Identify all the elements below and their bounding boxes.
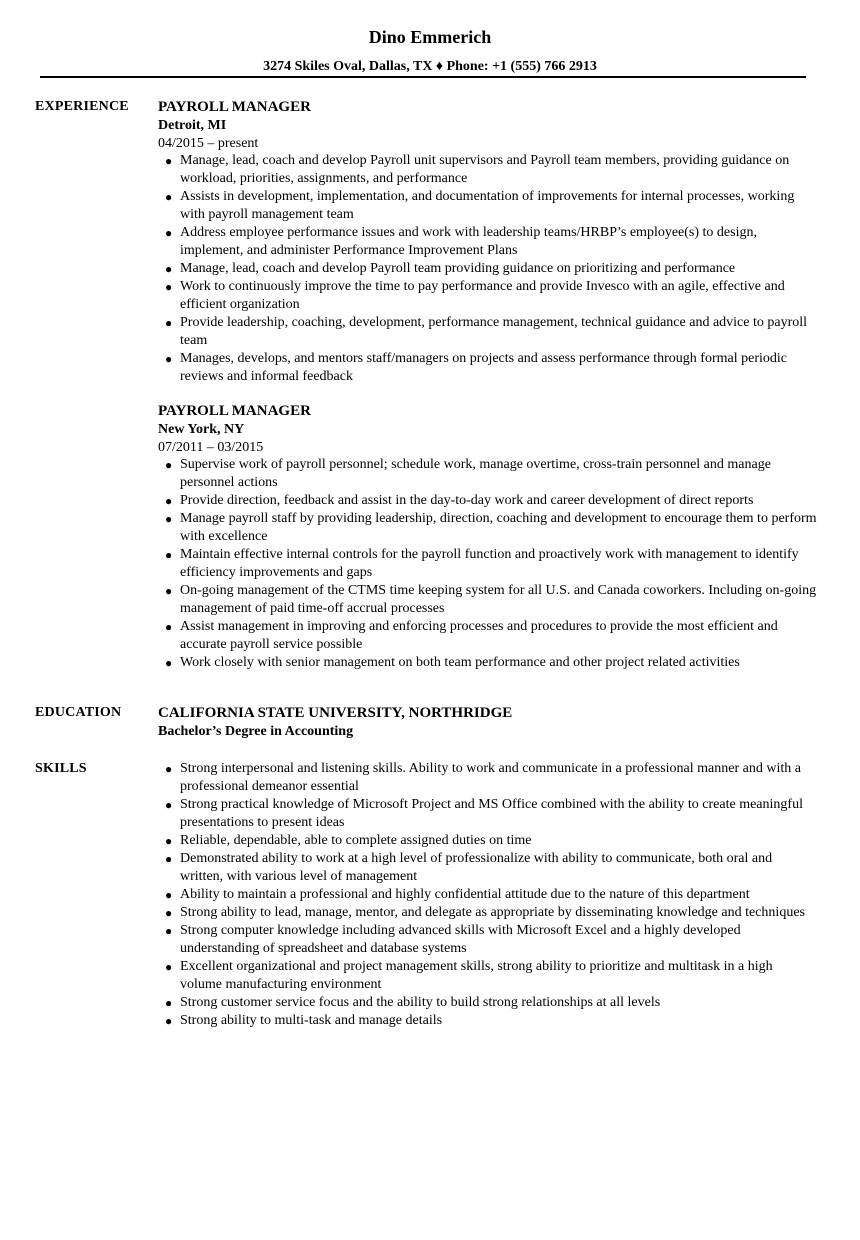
bullet-item: ● Assists in development, implementation, and documentation of improvements for internal processes, working with payroll management team	[165, 189, 795, 222]
job-location: Detroit, MI	[158, 118, 227, 133]
bullet-icon: ●	[165, 762, 173, 776]
bullet-icon: ●	[165, 656, 173, 670]
bullet-item: ● Work to continuously improve the time to pay performance and provide Invesco with an agile, effective and efficient organization	[165, 279, 785, 312]
skill-item: ● Demonstrated ability to work at a high level of professionalize with ability to communicate, both oral and written, with various level of management	[165, 851, 773, 884]
bullet-icon: ●	[165, 226, 173, 240]
bullet-item: ● Manage payroll staff by providing leadership, direction, coaching and development to encourage them to perform with excellence	[165, 511, 817, 544]
bullet-item: ● Manage, lead, coach and develop Payroll unit supervisors and Payroll team members, providing guidance on workload, priorities, assignments, and performance	[165, 153, 790, 186]
bullet-icon: ●	[165, 154, 173, 168]
bullet-icon: ●	[165, 458, 173, 472]
header-divider	[40, 76, 806, 78]
bullet-icon: ●	[165, 852, 173, 866]
bullet-icon: ●	[165, 888, 173, 902]
bullet-icon: ●	[165, 834, 173, 848]
bullet-item: ● Assist management in improving and enforcing processes and procedures to provide the most efficient and accurate payroll service possible	[165, 619, 778, 652]
job-entry	[158, 402, 818, 672]
skill-item: ● Strong practical knowledge of Microsoft Project and MS Office combined with the ability to create meaningful presentations to present ideas	[165, 797, 803, 830]
skill-item: ● Strong interpersonal and listening skills. Ability to work and communicate in a professional manner and with a professional demeanor essential	[165, 761, 801, 794]
section-label-skills: SKILLS	[35, 761, 87, 776]
degree: Bachelor’s Degree in Accounting	[158, 724, 354, 739]
skill-item: ● Reliable, dependable, able to complete assigned duties on time	[165, 833, 532, 848]
job-title: PAYROLL MANAGER	[158, 99, 311, 115]
skill-item: ● Strong customer service focus and the ability to build strong relationships at all levels	[165, 995, 661, 1010]
bullet-icon: ●	[165, 798, 173, 812]
contact-line: 3274 Skiles Oval, Dallas, TX ♦ Phone: +1 (555) 766 2913	[263, 59, 597, 74]
job-location: New York, NY	[158, 422, 245, 437]
skills-list	[158, 760, 818, 1030]
skills-content	[158, 760, 818, 1030]
bullet-item: ● Provide leadership, coaching, development, performance management, technical guidance and advice to payroll team	[165, 315, 808, 348]
bullet-item: ● Supervise work of payroll personnel; schedule work, manage overtime, cross-train personnel and manage personnel actions	[165, 457, 771, 490]
bullet-icon: ●	[165, 584, 173, 598]
skill-item: ● Strong ability to lead, manage, mentor, and delegate as appropriate by disseminating knowledge and techniques	[165, 905, 805, 920]
bullet-icon: ●	[165, 924, 173, 938]
bullet-icon: ●	[165, 352, 173, 366]
job-title: PAYROLL MANAGER	[158, 403, 311, 419]
bullet-item: ● Manages, develops, and mentors staff/managers on projects and assess performance through formal periodic reviews and informal feedback	[165, 351, 787, 384]
section-label-education: EDUCATION	[35, 705, 122, 720]
job-dates: 04/2015 – present	[158, 136, 259, 151]
candidate-name: Dino Emmerich	[368, 27, 492, 47]
bullet-icon: ●	[165, 1014, 173, 1028]
education-content	[158, 704, 818, 741]
bullet-icon: ●	[165, 316, 173, 330]
bullet-icon: ●	[165, 960, 173, 974]
experience-content	[158, 98, 818, 688]
bullet-icon: ●	[165, 494, 173, 508]
bullet-icon: ●	[165, 262, 173, 276]
skill-item: ● Excellent organizational and project management skills, strong ability to prioritize and multitask in a high volume manufacturing environment	[165, 959, 773, 992]
job-bullets	[158, 456, 818, 672]
bullet-item: ● Work closely with senior management on both team performance and other project related activities	[165, 655, 740, 670]
bullet-icon: ●	[165, 190, 173, 204]
bullet-icon: ●	[165, 620, 173, 634]
job-entry	[158, 98, 818, 386]
school-name: CALIFORNIA STATE UNIVERSITY, NORTHRIDGE	[158, 705, 513, 721]
job-bullets	[158, 152, 818, 386]
job-dates: 07/2011 – 03/2015	[158, 440, 264, 455]
bullet-item: ● Address employee performance issues and work with leadership teams/HRBP’s employee(s) to design, implement, and administer Performance Improvement Plans	[165, 225, 757, 258]
bullet-item: ● Manage, lead, coach and develop Payroll team providing guidance on prioritizing and performance	[165, 261, 736, 276]
bullet-item: ● Maintain effective internal controls for the payroll function and proactively work with management to identify efficiency improvements and gaps	[165, 547, 799, 580]
bullet-icon: ●	[165, 906, 173, 920]
bullet-icon: ●	[165, 512, 173, 526]
skill-item: ● Strong computer knowledge including advanced skills with Microsoft Excel and a highly developed understanding of spreadsheet and database systems	[165, 923, 741, 956]
bullet-item: ● Provide direction, feedback and assist in the day-to-day work and career development of direct reports	[165, 493, 754, 508]
bullet-icon: ●	[165, 280, 173, 294]
section-label-experience: EXPERIENCE	[35, 99, 129, 114]
skill-item: ● Strong ability to multi-task and manage details	[165, 1013, 443, 1028]
skill-item: ● Ability to maintain a professional and highly confidential attitude due to the nature of this department	[165, 887, 750, 902]
bullet-icon: ●	[165, 548, 173, 562]
bullet-icon: ●	[165, 996, 173, 1010]
bullet-item: ● On-going management of the CTMS time keeping system for all U.S. and Canada coworkers. Including on-going management of paid time-off accrual processes	[165, 583, 817, 616]
